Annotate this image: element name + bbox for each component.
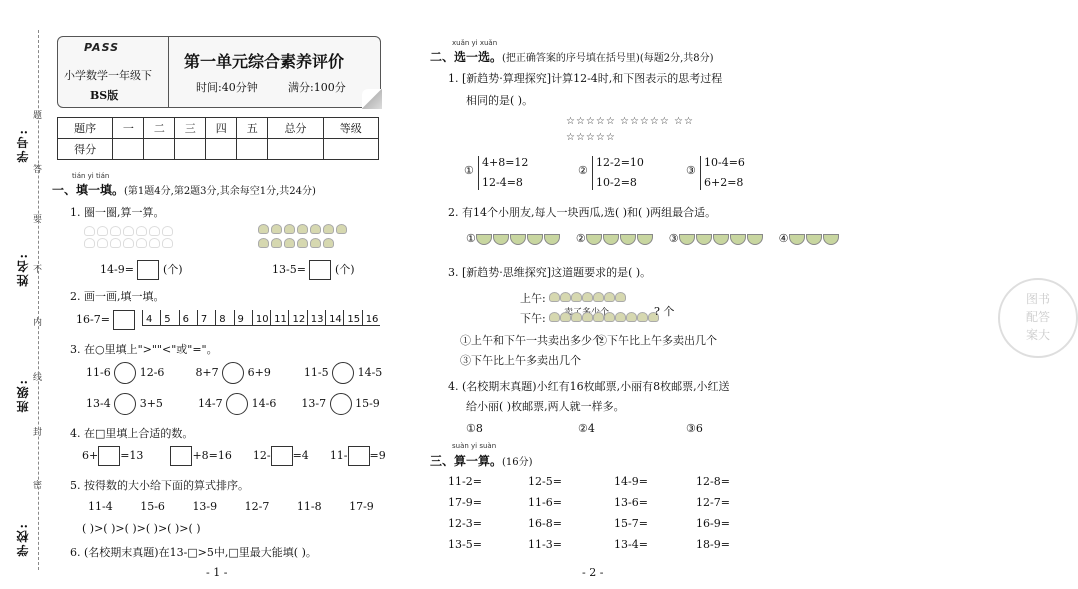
sort-items	[88, 500, 374, 513]
section-note: (把正确答案的序号填在括号里)(每题2分,共8分)	[502, 53, 714, 64]
compare-circle[interactable]	[330, 393, 352, 415]
option-label[interactable]: ①	[466, 232, 476, 245]
calc-item[interactable]: 13-5=	[448, 538, 482, 551]
ruler-tick	[160, 310, 161, 326]
compare-row-2	[86, 393, 380, 415]
compare-circle[interactable]	[332, 362, 354, 384]
melon-options	[466, 232, 840, 245]
ruler-number: 10	[255, 314, 269, 325]
version-label: BS版	[90, 89, 119, 102]
fill-row	[82, 446, 386, 466]
question-1: 1. 圈一圈,算一算。	[70, 206, 165, 219]
page-2	[400, 0, 1050, 589]
table-cell: 二	[144, 118, 175, 139]
morning-row	[520, 290, 626, 306]
binding-margin	[0, 0, 48, 589]
ruler-number: 16	[365, 314, 379, 325]
sort-answer[interactable]: ( )>( )>( )>( )>( )>( )	[82, 522, 201, 535]
section-title: 三、算一算。	[430, 454, 503, 468]
question-5: 5. 按得数的大小给下面的算式排序。	[70, 479, 249, 492]
option-label[interactable]: ③	[668, 232, 679, 245]
ruler-number: 6	[182, 314, 189, 325]
section-note: (16分)	[502, 457, 533, 468]
question-1a	[100, 260, 183, 280]
expression: =9	[369, 449, 386, 462]
question-6: 6. (名校期末真题)在13-□>5中,□里最大能填( )。	[70, 546, 317, 559]
option-3[interactable]: ③6	[686, 422, 703, 435]
ruler-tick	[343, 310, 344, 326]
number-line	[142, 310, 380, 326]
expression: 14-7	[197, 397, 223, 410]
brace	[478, 156, 479, 190]
expression: 14-5	[357, 366, 383, 379]
option-1[interactable]: ①上午和下午一共卖出多少个	[460, 334, 603, 347]
expression: 15-9	[355, 397, 380, 410]
watermark-stamp	[998, 278, 1078, 358]
option-2[interactable]: ②4	[578, 422, 595, 435]
answer-box[interactable]	[98, 446, 120, 466]
watermark-text: 案大	[1025, 328, 1050, 342]
option-line: 10-2=8	[596, 176, 637, 189]
expression: 11-5	[303, 366, 329, 379]
option-1[interactable]: ①8	[466, 422, 483, 435]
score-table	[57, 117, 379, 160]
calc-item[interactable]: 13-6=	[614, 496, 648, 509]
ruler-tick	[142, 310, 143, 326]
section-3-heading	[430, 452, 533, 469]
exam-score: 满分:100分	[288, 81, 346, 94]
ruler-tick	[252, 310, 253, 326]
stars-row-2: ☆☆☆☆☆	[566, 132, 616, 143]
ruler-tick	[270, 310, 271, 326]
calc-item[interactable]: 15-7=	[614, 517, 648, 530]
section-2-heading	[430, 48, 714, 65]
ruler-tick	[307, 310, 308, 326]
expression: 17-9	[349, 500, 374, 513]
score-input-cell[interactable]	[237, 139, 268, 160]
score-input-cell[interactable]	[144, 139, 175, 160]
option-label[interactable]: ④	[778, 232, 789, 245]
student-id-label: 学号:	[16, 128, 30, 163]
ruler-number: 7	[200, 314, 208, 325]
watermark-text: 配答	[1025, 310, 1050, 324]
pass-logo: PASS	[84, 41, 120, 54]
ruler-number: 12	[292, 314, 306, 325]
expression: +8=16	[192, 449, 232, 462]
expression: 11-8	[296, 500, 322, 513]
calc-item[interactable]: 12-3=	[448, 517, 482, 530]
section-note: (第1题4分,第2题3分,其余每空1分,共24分)	[124, 186, 316, 197]
calc-item[interactable]: 14-9=	[614, 475, 648, 488]
calc-item[interactable]: 17-9=	[448, 496, 482, 509]
afternoon-label: 下午:	[520, 312, 546, 325]
grade-label: 小学数学一年级下	[64, 69, 152, 82]
question-3: 3. [新趋势·思维探究]这道题要求的是( )。	[448, 266, 652, 279]
section-pinyin: tián yi tián	[72, 172, 110, 180]
question-1: 1. [新趋势·算理探究]计算12-4时,和下图表示的思考过程	[448, 72, 723, 85]
ruler-number: 5	[164, 314, 171, 325]
table-cell: 题序	[58, 118, 113, 139]
expression: 11-6	[86, 366, 111, 379]
margin-char: 线	[33, 373, 43, 383]
score-input-cell[interactable]	[113, 139, 144, 160]
ruler-number: 15	[347, 314, 361, 325]
table-cell: 得分	[58, 139, 113, 160]
exam-title: 第一单元综合素养评价	[184, 52, 345, 71]
class-label: 班级:	[16, 378, 30, 413]
expression: 11-	[329, 449, 348, 462]
compare-circle[interactable]	[226, 393, 248, 415]
objects-group-a2	[84, 238, 173, 248]
brace	[700, 156, 701, 190]
stars-row-1: ☆☆☆☆☆ ☆☆☆☆☆ ☆☆	[566, 116, 694, 127]
option-line: 12-4=8	[482, 176, 523, 189]
ruler-tick	[215, 310, 216, 326]
exam-time: 时间:40分钟	[196, 81, 258, 94]
ruler-tick	[234, 310, 235, 326]
page-number: - 1 -	[206, 566, 228, 579]
section-1-heading	[52, 181, 316, 198]
option-2[interactable]: ②下午比上午多卖出几个	[596, 334, 717, 347]
option-2[interactable]: ②	[578, 164, 588, 177]
unit-label: (个)	[162, 263, 183, 276]
question-4: 4. (名校期末真题)小红有16枚邮票,小丽有8枚邮票,小红送	[448, 380, 730, 393]
morning-label: 上午:	[520, 292, 546, 305]
calc-item[interactable]: 13-4=	[614, 538, 648, 551]
afternoon-row	[520, 310, 659, 326]
answer-box[interactable]	[348, 446, 370, 466]
header-divider	[168, 37, 169, 107]
ruler-tick	[197, 310, 198, 326]
margin-char: 题	[33, 111, 43, 121]
expression: 14-6	[251, 397, 277, 410]
score-input-cell[interactable]	[175, 139, 206, 160]
ruler-tick	[362, 310, 363, 326]
expression: 12-	[252, 449, 271, 462]
option-3[interactable]: ③	[686, 164, 696, 177]
option-3[interactable]: ③下午比上午多卖出几个	[460, 354, 581, 367]
expression: =4	[292, 449, 309, 462]
table-cell: 五	[237, 118, 268, 139]
ruler-number: 8	[219, 314, 226, 325]
ruler-number: 11	[274, 314, 287, 325]
calc-item[interactable]: 11-2=	[448, 475, 482, 488]
answer-box[interactable]	[309, 260, 331, 280]
table-cell: 四	[206, 118, 237, 139]
expression: 12-6	[139, 366, 165, 379]
section-pinyin: xuǎn yi xuǎn	[452, 39, 498, 47]
ruler-number: 4	[146, 314, 153, 325]
ruler-tick	[288, 310, 289, 326]
section-pinyin: suàn yi suàn	[452, 442, 497, 450]
question-1-cont: 相同的是( )。	[466, 94, 534, 107]
question-4-cont: 给小丽( )枚邮票,两人就一样多。	[466, 400, 625, 413]
margin-char: 要	[33, 215, 43, 225]
objects-group-b2	[258, 238, 334, 248]
question-3: 3. 在○里填上">""<"或"="。	[70, 343, 218, 356]
option-line: 4+8=12	[482, 156, 529, 169]
score-table-row	[58, 139, 379, 160]
option-line: 10-4=6	[704, 156, 745, 169]
brace	[592, 156, 593, 190]
page-number: - 2 -	[582, 566, 604, 579]
option-line: 6+2=8	[704, 176, 744, 189]
expression: =13	[120, 449, 144, 462]
expression: 6+9	[247, 366, 271, 379]
answer-box[interactable]	[170, 446, 192, 466]
question-1b	[272, 260, 355, 280]
table-cell: 三	[175, 118, 206, 139]
compare-circle[interactable]	[222, 362, 244, 384]
question-2: 2. 有14个小朋友,每人一块西瓜,选( )和( )两组最合适。	[448, 206, 717, 219]
calc-item[interactable]: 18-9=	[696, 538, 730, 551]
table-cell: 总分	[268, 118, 323, 139]
unit-label: (个)	[334, 263, 355, 276]
ruler-tick	[325, 310, 326, 326]
expression: 13-7	[301, 397, 327, 410]
table-cell: 等级	[323, 118, 378, 139]
name-label: 姓名:	[16, 252, 30, 287]
calc-item[interactable]: 12-5=	[528, 475, 562, 488]
expression: 11-4	[88, 500, 113, 513]
margin-char: 密	[33, 481, 43, 491]
page-1	[0, 0, 400, 589]
expression: 12-7	[244, 500, 270, 513]
ruler-number: 13	[310, 314, 324, 325]
ruler-tick	[179, 310, 180, 326]
option-1[interactable]: ①	[464, 164, 474, 177]
table-cell: 一	[113, 118, 144, 139]
calc-item[interactable]: 16-8=	[528, 517, 562, 530]
answer-box[interactable]	[113, 310, 135, 330]
calc-item[interactable]: 11-3=	[528, 538, 562, 551]
option-label[interactable]: ②	[575, 232, 586, 245]
expression: 13-5=	[272, 263, 306, 276]
cut-line	[38, 30, 39, 570]
compare-circle[interactable]	[114, 393, 136, 415]
section-title: 二、选一选。	[430, 50, 503, 64]
calc-item[interactable]: 11-6=	[528, 496, 562, 509]
margin-char: 不	[33, 265, 43, 275]
answer-box[interactable]	[137, 260, 159, 280]
page-curl	[362, 89, 382, 109]
margin-char: 内	[33, 318, 43, 328]
option-line: 12-2=10	[596, 156, 644, 169]
score-input-cell[interactable]	[323, 139, 378, 160]
compare-circle[interactable]	[114, 362, 136, 384]
objects-group-b	[258, 224, 347, 234]
ruler-number: 14	[329, 314, 342, 325]
question-2-expr	[76, 310, 135, 330]
exam-header	[57, 36, 381, 108]
expression: 13-4	[86, 397, 111, 410]
objects-group-a	[84, 226, 173, 236]
margin-char: 封	[33, 428, 43, 438]
score-input-cell[interactable]	[206, 139, 237, 160]
question-4: 4. 在□里填上合适的数。	[70, 427, 194, 440]
expression: 16-7=	[76, 313, 110, 326]
ruler-number: 9	[237, 314, 244, 325]
expression: 8+7	[195, 366, 219, 379]
score-table-header	[58, 118, 379, 139]
watermark-text: 图书	[1025, 292, 1050, 306]
score-input-cell[interactable]	[268, 139, 323, 160]
margin-char: 答	[33, 165, 43, 175]
calc-item[interactable]: 12-7=	[696, 496, 730, 509]
question-mark: ? 个	[654, 305, 675, 318]
question-2: 2. 画一画,填一填。	[70, 290, 165, 303]
expression: 6+	[82, 449, 99, 462]
expression: 15-6	[140, 500, 165, 513]
expression: 3+5	[139, 397, 163, 410]
expression: 14-9=	[100, 263, 134, 276]
answer-box[interactable]	[271, 446, 293, 466]
expression: 13-9	[192, 500, 218, 513]
section-title: 一、填一填。	[52, 183, 125, 197]
school-label: 学校:	[16, 522, 30, 557]
compare-row-1	[86, 362, 382, 384]
calc-item[interactable]: 16-9=	[696, 517, 730, 530]
calc-item[interactable]: 12-8=	[696, 475, 730, 488]
